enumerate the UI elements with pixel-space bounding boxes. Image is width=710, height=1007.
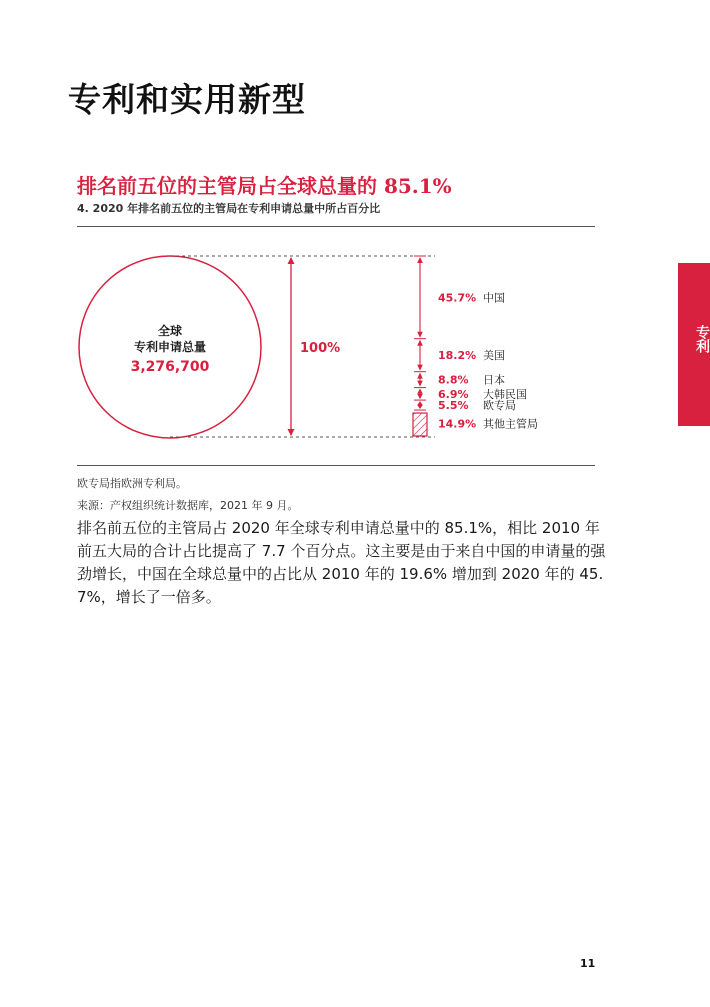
side-tab-label: 专利 — [694, 325, 710, 353]
segment-arrow-top — [417, 340, 423, 346]
abbreviation-note: 欧专局指欧洲专利局。 — [77, 477, 187, 490]
segment-arrow-bottom — [417, 381, 423, 387]
bottom-divider — [77, 465, 595, 466]
segment-hatched-box — [413, 413, 427, 436]
value-label: 8.8% — [438, 373, 469, 387]
segment-arrow-bottom — [417, 332, 423, 338]
total-span-arrow-top — [288, 257, 295, 264]
total-share-label: 100% — [300, 341, 341, 356]
segment-arrow-top — [417, 373, 423, 379]
total-label-line1: 全球 — [157, 324, 183, 338]
segment-arrow-bottom — [417, 365, 423, 371]
total-span-arrow-bottom — [288, 429, 295, 436]
page-number: 11 — [580, 957, 596, 970]
section-heading: 排名前五位的主管局占全球总量的 85.1% — [77, 174, 452, 198]
value-label: 6.9% — [438, 387, 469, 401]
segment-arrow-top — [417, 389, 423, 394]
value-label: 18.2% — [438, 349, 477, 363]
chart-caption: 4. 2020 年排名前五位的主管局在专利申请总量中所占百分比 — [77, 202, 381, 215]
category-label: 中国 — [483, 291, 505, 305]
segment-arrow-top — [417, 257, 423, 263]
category-label: 大韩民国 — [483, 387, 527, 401]
category-label: 美国 — [483, 349, 505, 363]
total-value-label: 3,276,700 — [130, 359, 210, 375]
body-paragraph: 排名前五位的主管局占 2020 年全球专利申请总量中的 85.1%，相比 2010 年前五大局的合计占比提高了 7.7 个百分点。这主要是由于来自中国的申请量的强劲增长，中国在全球总量中的占比从 2010 年的 19.6% 增加到 2020 年的 45.7%，增长了一倍多。 — [77, 519, 606, 606]
page-title: 专利和实用新型 — [68, 80, 306, 119]
category-label: 欧专局 — [483, 399, 516, 413]
value-label: 14.9% — [438, 417, 477, 431]
value-label: 45.7% — [438, 291, 477, 305]
segment-arrow-bottom — [417, 405, 423, 409]
value-label: 5.5% — [438, 399, 469, 413]
source-note: 来源：产权组织统计数据库，2021 年 9 月。 — [77, 499, 299, 512]
total-label-line2: 专利申请总量 — [133, 340, 207, 354]
category-label: 日本 — [483, 373, 505, 387]
category-label: 其他主管局 — [483, 417, 538, 431]
segment-arrow-bottom — [417, 394, 423, 399]
